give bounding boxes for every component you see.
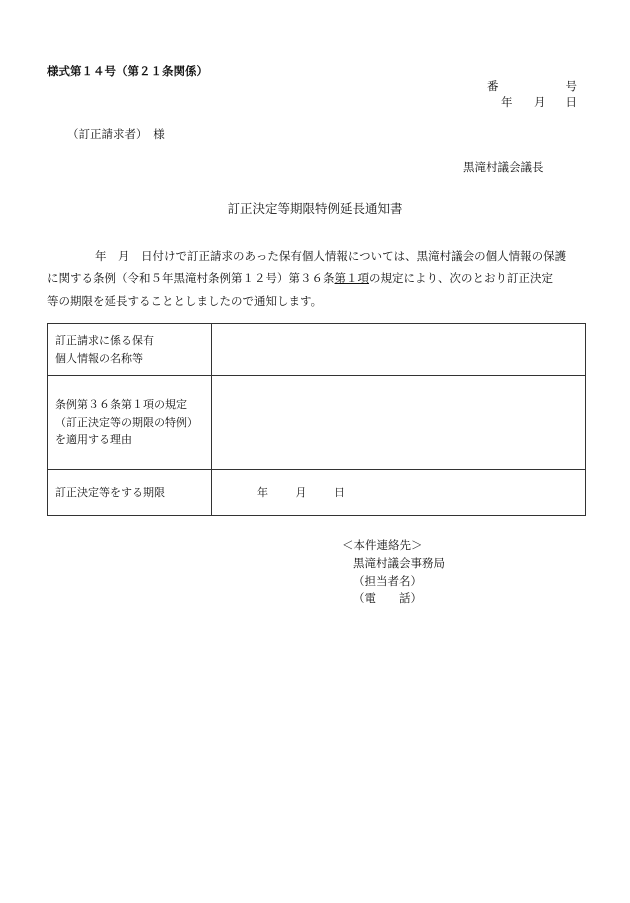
deadline-month: 月 [295, 485, 307, 499]
document-title: 訂正決定等期限特例延長通知書 [227, 201, 403, 216]
row2-label-line-2: （訂正決定等の期限の特例） [55, 415, 198, 429]
row1-value [212, 324, 586, 376]
table-row [48, 324, 586, 376]
deadline-day: 日 [334, 485, 345, 499]
number-label: 番 [487, 79, 499, 93]
table-row [48, 470, 586, 516]
row1-label-line-1: 訂正請求に係る保有 [55, 333, 154, 347]
row3-value [212, 470, 586, 516]
row1-label [48, 324, 212, 376]
body-line-2-b: の規定により、次のとおり訂正決定 [369, 271, 553, 286]
row2-value [212, 376, 586, 470]
body-line-1: 年 月 日付けで訂正請求のあった保有個人情報については、黒滝村議会の個人情報の保護 [95, 249, 567, 263]
row2-label-line-1: 条例第３６条第１項の規定 [55, 398, 187, 412]
body-line-3: 等の期限を延長することとしましたので通知します。 [47, 293, 323, 308]
body-line-2 [47, 267, 587, 289]
issue-date-month: 月 [534, 95, 546, 109]
row3-label: 訂正決定等をする期限 [48, 470, 212, 516]
recipient: （訂正請求者） 様 [67, 127, 165, 141]
contact-person: （担当者名） [353, 573, 422, 588]
deadline-year: 年 [257, 485, 268, 499]
contact-heading: ＜本件連絡先＞ [342, 538, 423, 552]
row1-label-line-2: 個人情報の名称等 [55, 351, 143, 365]
issue-date-day: 日 [565, 95, 577, 109]
body-line-2-underlined: 第１項 [334, 271, 369, 286]
sender: 黒滝村議会議長 [463, 160, 544, 174]
contact-info [342, 537, 445, 608]
row2-label [48, 376, 212, 470]
contact-office: 黒滝村議会事務局 [353, 555, 445, 570]
contact-phone: （電 話） [353, 591, 422, 606]
issue-date-year: 年 [501, 95, 513, 109]
body-line-2-a: に関する条例（令和５年黒滝村条例第１２号）第３６条 [47, 271, 335, 286]
row2-label-line-3: を適用する理由 [55, 433, 132, 447]
form-number: 様式第１４号（第２１条関係） [47, 64, 208, 78]
info-table [47, 323, 586, 516]
table-row [48, 376, 586, 470]
body-text [47, 245, 587, 312]
number-suffix: 号 [565, 79, 577, 93]
